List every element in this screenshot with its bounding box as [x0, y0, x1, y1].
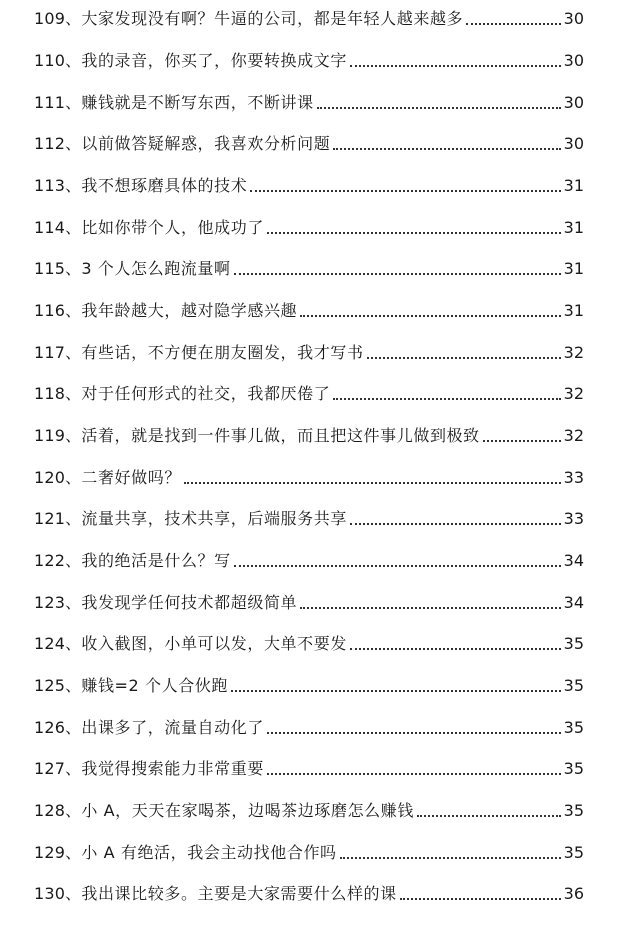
entry-number: 114、 [34, 218, 82, 237]
dot-leader [317, 106, 561, 109]
toc-entry-123[interactable] [34, 591, 584, 615]
entry-number: 122、 [34, 551, 82, 570]
dot-leader [267, 231, 561, 234]
dot-leader [250, 189, 560, 192]
dot-leader [267, 772, 561, 775]
toc-entry-126[interactable] [34, 716, 584, 740]
toc-entry-109[interactable] [34, 7, 584, 31]
toc-entry-128[interactable] [34, 799, 584, 823]
toc-entry-127[interactable] [34, 757, 584, 781]
entry-page-number: 33 [563, 468, 584, 487]
toc-entry-121[interactable] [34, 507, 584, 531]
toc-entry-120[interactable] [34, 466, 584, 490]
entry-title: 对于任何形式的社交，我都厌倦了 [81, 384, 331, 403]
toc-entry-118[interactable] [34, 382, 584, 406]
entry-page-number: 31 [563, 301, 584, 320]
entry-title: 有些话，不方便在朋友圈发，我才写书 [81, 343, 364, 362]
entry-page-number: 30 [563, 93, 584, 112]
dot-leader [340, 856, 561, 859]
entry-title: 以前做答疑解惑，我喜欢分析问题 [81, 134, 331, 153]
entry-page-number: 31 [563, 259, 584, 278]
entry-page-number: 32 [563, 384, 584, 403]
dot-leader [417, 814, 561, 817]
toc-entry-110[interactable] [34, 49, 584, 73]
entry-title: 收入截图，小单可以发，大单不要发 [81, 634, 347, 653]
entry-number: 126、 [34, 718, 82, 737]
toc-entry-112[interactable] [34, 132, 584, 156]
entry-title: 我觉得搜索能力非常重要 [81, 759, 264, 778]
entry-title: 我出课比较多。主要是大家需要什么样的课 [81, 884, 397, 903]
entry-page-number: 31 [563, 176, 584, 195]
entry-page-number: 33 [563, 509, 584, 528]
entry-number: 125、 [34, 676, 82, 695]
toc-entry-117[interactable] [34, 341, 584, 365]
entry-title: 3 个人怎么跑流量啊 [81, 259, 231, 278]
dot-leader [333, 397, 560, 400]
entry-title: 我的录音，你买了，你要转换成文字 [81, 51, 347, 70]
entry-page-number: 35 [563, 843, 584, 862]
entry-page-number: 34 [563, 593, 584, 612]
dot-leader [184, 481, 561, 484]
entry-title: 小 A 有绝活，我会主动找他合作吗 [81, 843, 337, 862]
entry-page-number: 31 [563, 218, 584, 237]
toc-entry-116[interactable] [34, 299, 584, 323]
entry-title: 比如你带个人，他成功了 [81, 218, 264, 237]
entry-title: 我不想琢磨具体的技术 [81, 176, 248, 195]
dot-leader [300, 606, 560, 609]
entry-number: 121、 [34, 509, 82, 528]
toc-entry-124[interactable] [34, 632, 584, 656]
entry-title: 我年龄越大，越对隐学感兴趣 [81, 301, 298, 320]
dot-leader [350, 647, 561, 650]
entry-page-number: 35 [563, 676, 584, 695]
entry-title: 大家发现没有啊？牛逼的公司，都是年轻人越来越多 [81, 9, 464, 28]
entry-title: 流量共享，技术共享，后端服务共享 [81, 509, 347, 528]
entry-number: 112、 [34, 134, 82, 153]
entry-page-number: 35 [563, 718, 584, 737]
toc-entry-113[interactable] [34, 174, 584, 198]
entry-title: 二奢好做吗？ [81, 468, 181, 487]
entry-page-number: 34 [563, 551, 584, 570]
entry-title: 出课多了，流量自动化了 [81, 718, 264, 737]
entry-number: 113、 [34, 176, 82, 195]
entry-title: 活着，就是找到一件事儿做，而且把这件事儿做到极致 [81, 426, 480, 445]
entry-page-number: 30 [563, 51, 584, 70]
entry-number: 111、 [34, 93, 82, 112]
entry-number: 130、 [34, 884, 82, 903]
entry-number: 129、 [34, 843, 82, 862]
entry-title: 赚钱就是不断写东西，不断讲课 [81, 93, 314, 112]
dot-leader [231, 689, 561, 692]
entry-number: 115、 [34, 259, 82, 278]
toc-entry-119[interactable] [34, 424, 584, 448]
entry-page-number: 35 [563, 759, 584, 778]
toc-entry-114[interactable] [34, 216, 584, 240]
toc-entry-129[interactable] [34, 841, 584, 865]
entry-page-number: 35 [563, 634, 584, 653]
entry-page-number: 32 [563, 343, 584, 362]
entry-number: 117、 [34, 343, 82, 362]
toc-entry-111[interactable] [34, 91, 584, 115]
entry-number: 118、 [34, 384, 82, 403]
toc-entry-115[interactable] [34, 257, 584, 281]
dot-leader [350, 522, 561, 525]
dot-leader [333, 147, 560, 150]
dot-leader [350, 64, 561, 67]
entry-page-number: 35 [563, 801, 584, 820]
entry-number: 127、 [34, 759, 82, 778]
entry-number: 128、 [34, 801, 82, 820]
toc-entry-122[interactable] [34, 549, 584, 573]
dot-leader [300, 314, 560, 317]
entry-number: 120、 [34, 468, 82, 487]
entry-title: 小 A，天天在家喝茶，边喝茶边琢磨怎么赚钱 [81, 801, 414, 820]
entry-page-number: 30 [563, 9, 584, 28]
dot-leader [234, 272, 561, 275]
toc-entry-130[interactable] [34, 882, 584, 906]
entry-title: 赚钱=2 个人合伙跑 [81, 676, 229, 695]
entry-page-number: 30 [563, 134, 584, 153]
entry-title: 我的绝活是什么？写 [81, 551, 231, 570]
dot-leader [267, 731, 561, 734]
entry-page-number: 32 [563, 426, 584, 445]
dot-leader [367, 356, 561, 359]
entry-number: 116、 [34, 301, 82, 320]
toc-entry-125[interactable] [34, 674, 584, 698]
entry-number: 119、 [34, 426, 82, 445]
dot-leader [466, 22, 560, 25]
dot-leader [400, 897, 561, 900]
entry-number: 109、 [34, 9, 82, 28]
entry-number: 110、 [34, 51, 82, 70]
dot-leader [483, 439, 561, 442]
entry-number: 123、 [34, 593, 82, 612]
entry-number: 124、 [34, 634, 82, 653]
entry-page-number: 36 [563, 884, 584, 903]
entry-title: 我发现学任何技术都超级简单 [81, 593, 298, 612]
dot-leader [234, 564, 561, 567]
